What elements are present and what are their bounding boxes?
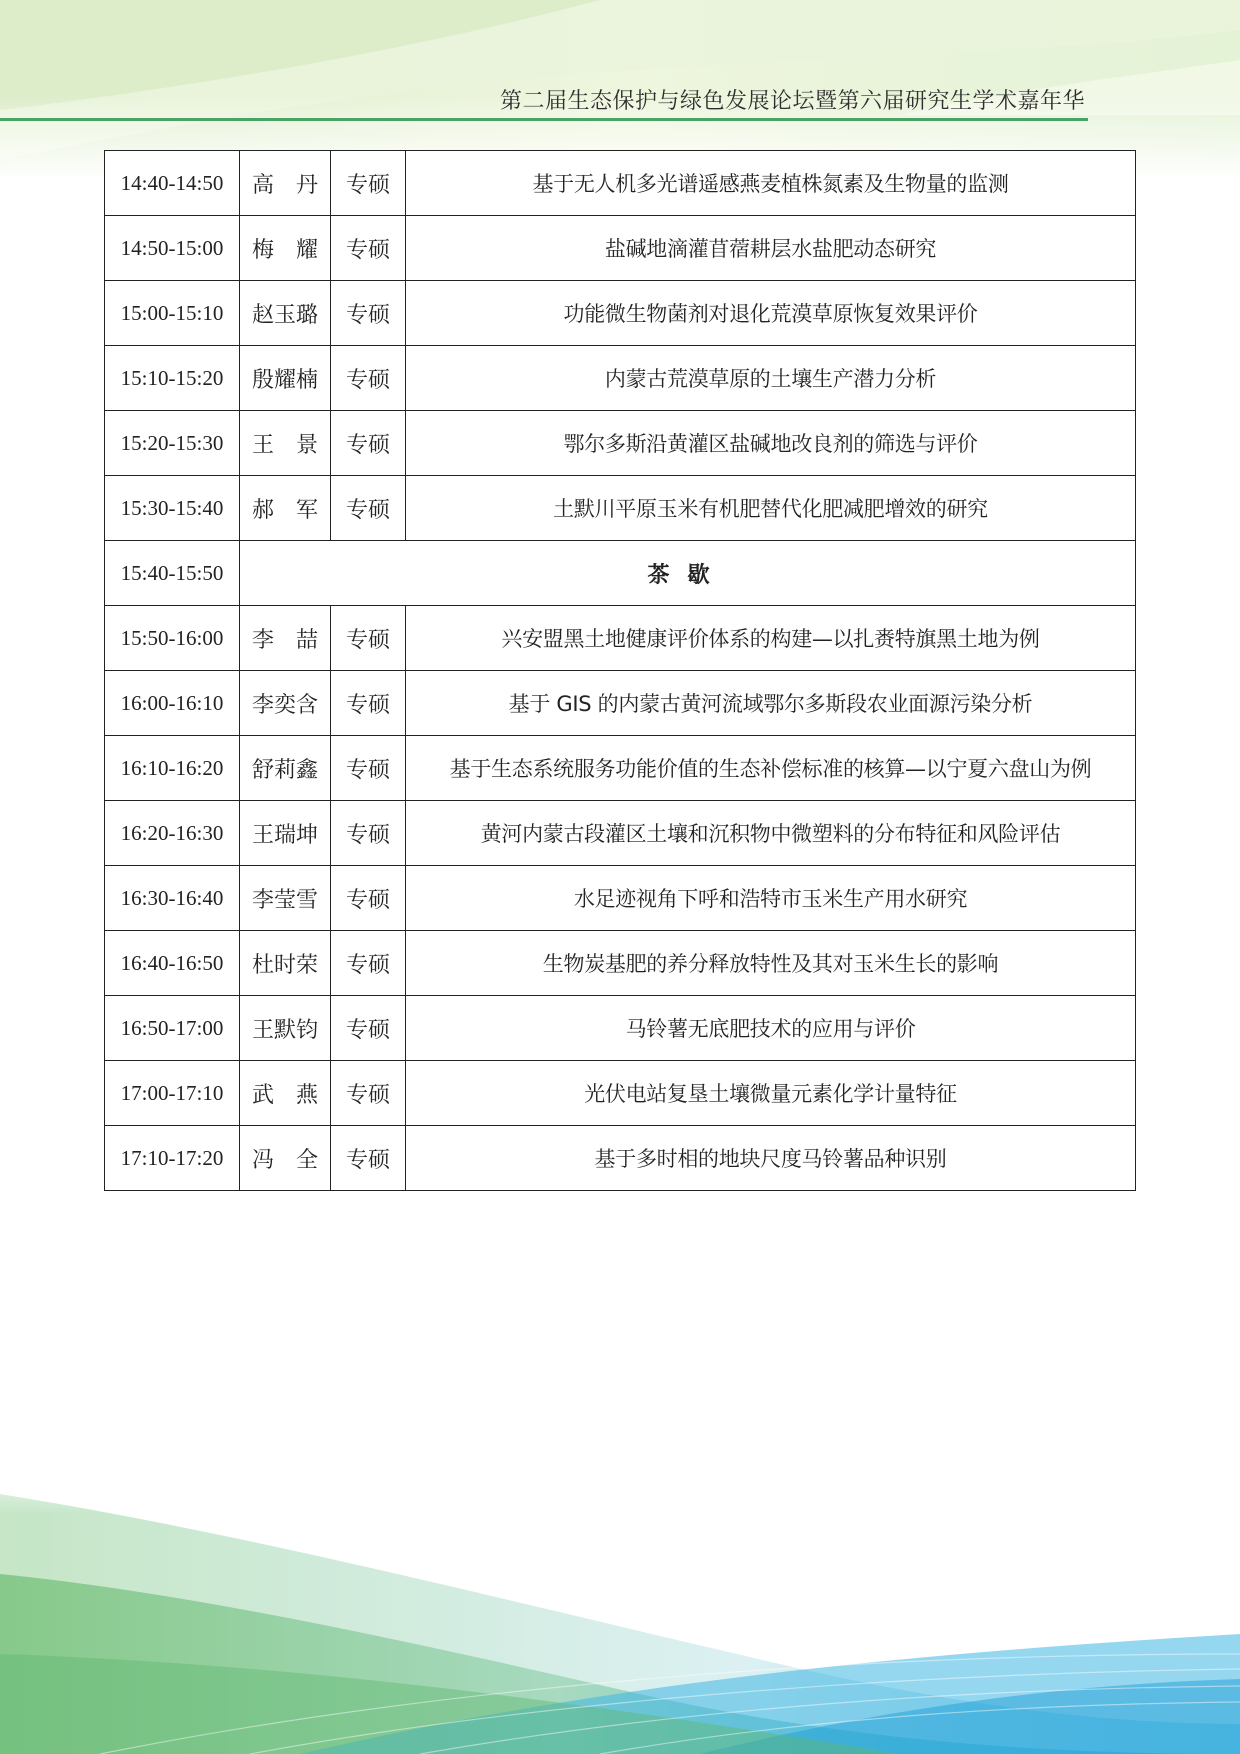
degree-type-cell: 专硕: [331, 801, 406, 866]
presenter-name-cell: 李莹雪: [240, 866, 331, 931]
time-cell: 15:40-15:50: [105, 541, 240, 606]
time-cell: 16:30-16:40: [105, 866, 240, 931]
schedule-row: [105, 606, 1136, 671]
time-cell: 16:00-16:10: [105, 671, 240, 736]
time-cell: 14:40-14:50: [105, 151, 240, 216]
presenter-name-cell: 李奕含: [240, 671, 331, 736]
schedule-table: [104, 150, 1136, 1191]
degree-type-cell: 专硕: [331, 931, 406, 996]
degree-type-cell: 专硕: [331, 216, 406, 281]
schedule-row: [105, 216, 1136, 281]
presenter-name-cell: 赵玉璐: [240, 281, 331, 346]
presentation-title-cell: 基于无人机多光谱遥感燕麦植株氮素及生物量的监测: [406, 151, 1136, 216]
schedule-row: [105, 151, 1136, 216]
presenter-name-cell: 王默钧: [240, 996, 331, 1061]
presenter-name-cell: 殷耀楠: [240, 346, 331, 411]
time-cell: 15:20-15:30: [105, 411, 240, 476]
presentation-title-cell: 基于多时相的地块尺度马铃薯品种识别: [406, 1126, 1136, 1191]
degree-type-cell: 专硕: [331, 476, 406, 541]
schedule-row: [105, 281, 1136, 346]
presentation-title-cell: 内蒙古荒漠草原的土壤生产潜力分析: [406, 346, 1136, 411]
time-cell: 16:10-16:20: [105, 736, 240, 801]
presentation-title-cell: 水足迹视角下呼和浩特市玉米生产用水研究: [406, 866, 1136, 931]
time-cell: 16:20-16:30: [105, 801, 240, 866]
time-cell: 15:00-15:10: [105, 281, 240, 346]
time-cell: 16:40-16:50: [105, 931, 240, 996]
time-cell: 15:10-15:20: [105, 346, 240, 411]
degree-type-cell: 专硕: [331, 671, 406, 736]
degree-type-cell: 专硕: [331, 736, 406, 801]
time-cell: 14:50-15:00: [105, 216, 240, 281]
presentation-title-cell: 基于 GIS 的内蒙古黄河流域鄂尔多斯段农业面源污染分析: [406, 671, 1136, 736]
degree-type-cell: 专硕: [331, 151, 406, 216]
schedule-row: [105, 411, 1136, 476]
schedule-row: [105, 996, 1136, 1061]
presenter-name-cell: 郝 军: [240, 476, 331, 541]
presentation-title-cell: 黄河内蒙古段灌区土壤和沉积物中微塑料的分布特征和风险评估: [406, 801, 1136, 866]
schedule-row: [105, 866, 1136, 931]
presenter-name-cell: 王瑞坤: [240, 801, 331, 866]
time-cell: 17:00-17:10: [105, 1061, 240, 1126]
presentation-title-cell: 盐碱地滴灌苜蓿耕层水盐肥动态研究: [406, 216, 1136, 281]
presenter-name-cell: 杜时荣: [240, 931, 331, 996]
schedule-row: [105, 476, 1136, 541]
degree-type-cell: 专硕: [331, 1061, 406, 1126]
degree-type-cell: 专硕: [331, 606, 406, 671]
presentation-title-cell: 光伏电站复垦土壤微量元素化学计量特征: [406, 1061, 1136, 1126]
presentation-title-cell: 生物炭基肥的养分释放特性及其对玉米生长的影响: [406, 931, 1136, 996]
time-cell: 16:50-17:00: [105, 996, 240, 1061]
presenter-name-cell: 高 丹: [240, 151, 331, 216]
degree-type-cell: 专硕: [331, 1126, 406, 1191]
degree-type-cell: 专硕: [331, 866, 406, 931]
degree-type-cell: 专硕: [331, 996, 406, 1061]
schedule-row: [105, 736, 1136, 801]
footer-wave-decoration: [0, 1454, 1240, 1754]
header-rule: [0, 118, 1088, 121]
degree-type-cell: 专硕: [331, 281, 406, 346]
schedule-row: [105, 801, 1136, 866]
header-title: 第二届生态保护与绿色发展论坛暨第六届研究生学术嘉年华: [499, 89, 1085, 114]
time-cell: 15:50-16:00: [105, 606, 240, 671]
presentation-title-cell: 马铃薯无底肥技术的应用与评价: [406, 996, 1136, 1061]
degree-type-cell: 专硕: [331, 346, 406, 411]
schedule-row: [105, 1061, 1136, 1126]
presenter-name-cell: 梅 耀: [240, 216, 331, 281]
schedule-break-row: [105, 541, 1136, 606]
time-cell: 17:10-17:20: [105, 1126, 240, 1191]
presenter-name-cell: 舒莉鑫: [240, 736, 331, 801]
presentation-title-cell: 土默川平原玉米有机肥替代化肥减肥增效的研究: [406, 476, 1136, 541]
schedule-row: [105, 931, 1136, 996]
schedule-body: [105, 151, 1136, 1191]
presentation-title-cell: 功能微生物菌剂对退化荒漠草原恢复效果评价: [406, 281, 1136, 346]
schedule-row: [105, 346, 1136, 411]
tea-break-cell: 茶歇: [240, 541, 1136, 606]
presenter-name-cell: 李 喆: [240, 606, 331, 671]
schedule-row: [105, 1126, 1136, 1191]
schedule-row: [105, 671, 1136, 736]
presentation-title-cell: 基于生态系统服务功能价值的生态补偿标准的核算—以宁夏六盘山为例: [406, 736, 1136, 801]
degree-type-cell: 专硕: [331, 411, 406, 476]
presenter-name-cell: 武 燕: [240, 1061, 331, 1126]
presenter-name-cell: 王 景: [240, 411, 331, 476]
time-cell: 15:30-15:40: [105, 476, 240, 541]
presentation-title-cell: 鄂尔多斯沿黄灌区盐碱地改良剂的筛选与评价: [406, 411, 1136, 476]
presentation-title-cell: 兴安盟黑土地健康评价体系的构建—以扎赉特旗黑土地为例: [406, 606, 1136, 671]
presenter-name-cell: 冯 全: [240, 1126, 331, 1191]
